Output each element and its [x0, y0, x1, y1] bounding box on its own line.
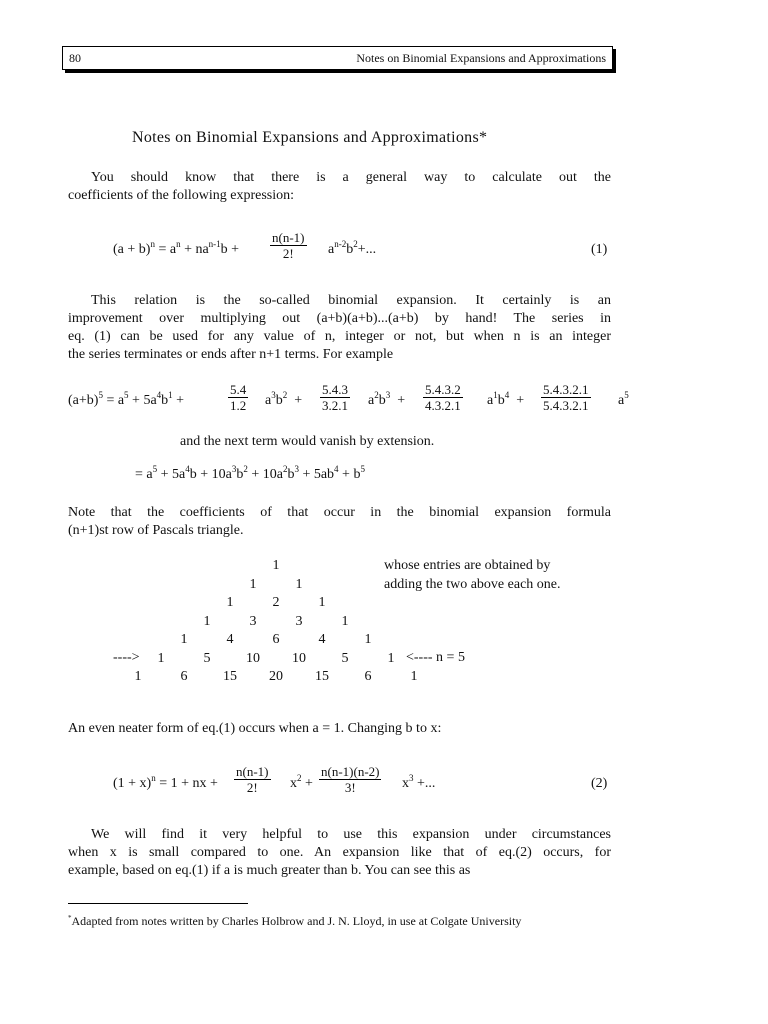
pascal-entry: 1 [157, 650, 165, 666]
equation-2-mid: $x^2$ + [290, 773, 313, 791]
fraction [319, 764, 381, 795]
footnote [68, 914, 521, 929]
pascal-entry: 5 [341, 650, 349, 666]
example-term-4: $a^1b^4$ + [487, 390, 525, 408]
pascal-entry: 1 [341, 613, 349, 629]
pascal-entry: 1 [318, 595, 326, 610]
footnote-mark: * [68, 914, 72, 922]
triangle-description: adding the two above each one. [384, 577, 561, 592]
arrow-right-label: <---- n = 5 [406, 650, 465, 665]
fraction-denominator: 4.3.2.1 [425, 398, 461, 413]
example-term-2: $a^3b^2$ + [265, 390, 303, 408]
fraction [234, 764, 271, 795]
pascal-entry: 20 [269, 669, 283, 684]
footnote-text: Adapted from notes written by Charles Holbrow and J. N. Lloyd, in use at Colgate University [71, 914, 522, 928]
equation-1-lhs: $(a + b)^n = a^n + na^{n-1}b$ + [113, 239, 240, 257]
example-lhs: $(a+b)^5 = a^5 + 5a^4b^1$ + [68, 390, 185, 408]
pascal-entry: 15 [223, 669, 237, 684]
pascal-entry: 1 [180, 632, 188, 647]
pascal-entry: 1 [410, 669, 418, 684]
binomial-paragraph [68, 292, 611, 364]
equation-1-rhs: $a^{n-2}b^2+$... [328, 239, 377, 257]
pascal-entry: 6 [272, 632, 280, 647]
pascal-entry: 3 [295, 613, 303, 629]
small-x-paragraph [68, 826, 611, 880]
pascal-entry: 1 [364, 632, 372, 647]
paragraph-line: coefficients of the following expression: [68, 188, 295, 203]
pascal-entry: 10 [246, 650, 260, 666]
fraction-numerator: 5.4 [230, 382, 247, 397]
fraction [423, 382, 463, 413]
vanish-note: and the next term would vanish by extension. [180, 434, 435, 449]
fraction [541, 382, 591, 413]
expansion-result: = $a^5 + 5a^4b + 10a^3b^2 + 10a^2b^3 + 5ab^4 + b^5$ [135, 464, 365, 482]
equation-2-tail: $x^3$ +... [402, 773, 436, 791]
example-term-5: $a^5$ [618, 390, 629, 408]
section-title: Notes on Binomial Expansions and Approximations* [132, 129, 488, 146]
footnote-rule [68, 903, 248, 904]
pascal-entry: 4 [318, 632, 326, 647]
page-number: 80 [69, 51, 81, 65]
pascal-entry: 6 [180, 669, 188, 684]
pascal-entry: 1 [134, 669, 142, 684]
paragraph-line: the series terminates or ends after n+1 terms. For example [68, 347, 394, 362]
page-header [62, 46, 613, 70]
paragraph-line: eq. (1) can be used for any value of n, integer or not, but when n is an integer [68, 329, 611, 344]
fraction [228, 382, 248, 413]
paragraph-line: You should know that there is a general way to calculate out the [91, 170, 611, 185]
pascal-entry: 3 [249, 613, 257, 629]
pascal-entry: 15 [315, 669, 329, 684]
pascal-entry: 6 [364, 669, 372, 684]
fraction-denominator: 2! [282, 246, 294, 261]
fraction-denominator: 5.4.3.2.1 [543, 398, 589, 413]
pascal-entry: 1 [203, 613, 211, 629]
pascal-note [68, 504, 611, 540]
paragraph-line: when x is small compared to one. An expansion like that of eq.(2) occurs, for [68, 845, 611, 860]
equation-number: (2) [591, 776, 608, 791]
fraction-numerator: 5.4.3.2 [425, 382, 461, 397]
pascal-entry: 1 [226, 595, 234, 610]
pascal-entry: 4 [226, 632, 234, 647]
fraction-numerator: 5.4.3 [322, 382, 348, 397]
arrow-left: ----> [113, 650, 140, 665]
pascal-entry: 5 [203, 650, 211, 666]
paragraph-line: (n+1)st row of Pascals triangle. [68, 523, 244, 538]
fraction-denominator: 3! [344, 780, 356, 795]
paragraph-line: Note that the coefficients of that occur in the binomial expansion formula [68, 505, 611, 520]
running-title: Notes on Binomial Expansions and Approximations [356, 51, 606, 65]
pascal-entry: 10 [292, 650, 306, 666]
equation-2-lhs: $(1 + x)^n = 1$ + nx + [113, 773, 218, 791]
intro-paragraph [68, 169, 611, 205]
paragraph-line: example, based on eq.(1) if a is much greater than b. You can see this as [68, 863, 471, 878]
pascal-entry: 2 [272, 595, 280, 610]
fraction-denominator: 2! [246, 780, 258, 795]
fraction-numerator: n(n-1)(n-2) [321, 764, 380, 779]
example-term-3: $a^2b^3$ + [368, 390, 406, 408]
paragraph-line: improvement over multiplying out (a+b)(a+b)...(a+b) by hand! The series in [68, 311, 611, 326]
fraction-denominator: 1.2 [230, 398, 247, 413]
triangle-description: whose entries are obtained by [384, 558, 551, 573]
fraction-numerator: 5.4.3.2.1 [543, 382, 589, 397]
fraction-denominator: 3.2.1 [322, 398, 348, 413]
pascal-entry: 1 [387, 650, 395, 666]
neater-form-text: An even neater form of eq.(1) occurs when a = 1. Changing b to x: [68, 721, 442, 736]
paragraph-line: This relation is the so-called binomial expansion. It certainly is an [91, 293, 611, 308]
fraction [320, 382, 350, 413]
fraction [270, 230, 307, 261]
pascal-entry: 1 [295, 576, 303, 592]
equation-number: (1) [591, 242, 608, 257]
fraction-numerator: n(n-1) [272, 230, 305, 245]
fraction-numerator: n(n-1) [236, 764, 269, 779]
paragraph-line: We will find it very helpful to use this expansion under circumstances [91, 827, 611, 842]
pascal-entry: 1 [272, 558, 280, 573]
pascal-entry: 1 [249, 576, 257, 592]
